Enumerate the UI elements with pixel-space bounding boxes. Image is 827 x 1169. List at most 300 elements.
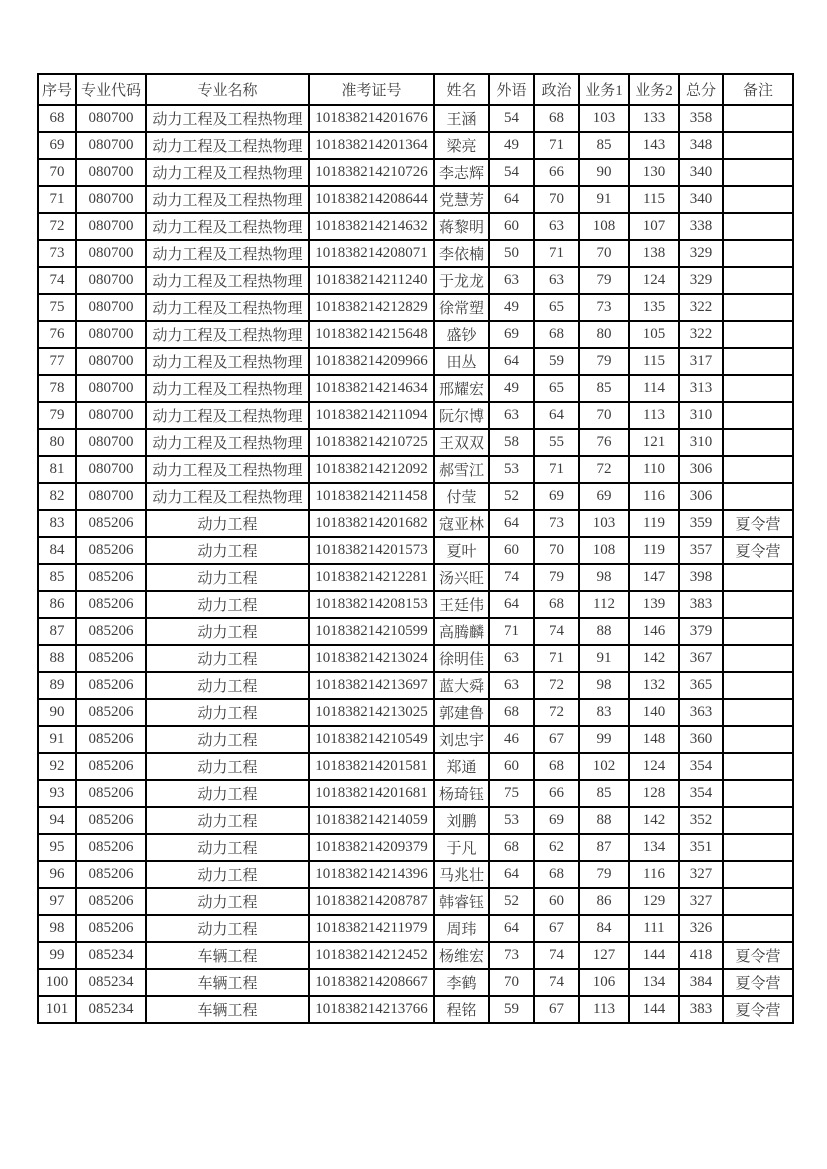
- cell-business1: 79: [579, 267, 629, 294]
- cell-remark: [723, 294, 793, 321]
- cell-politics: 62: [534, 834, 579, 861]
- table-row: [38, 159, 793, 186]
- cell-business2: 111: [629, 915, 679, 942]
- cell-ticket: 101838214213025: [309, 699, 434, 726]
- cell-business1: 91: [579, 645, 629, 672]
- cell-remark: [723, 105, 793, 132]
- cell-foreign: 49: [489, 132, 534, 159]
- cell-code: 085206: [76, 564, 146, 591]
- cell-code: 085206: [76, 753, 146, 780]
- cell-ticket: 101838214213024: [309, 645, 434, 672]
- cell-major: 车辆工程: [146, 969, 309, 996]
- cell-code: 085234: [76, 996, 146, 1023]
- cell-remark: [723, 888, 793, 915]
- table-row: [38, 105, 793, 132]
- cell-remark: [723, 267, 793, 294]
- cell-code: 080700: [76, 267, 146, 294]
- cell-code: 080700: [76, 429, 146, 456]
- cell-total: 348: [679, 132, 723, 159]
- cell-foreign: 71: [489, 618, 534, 645]
- cell-foreign: 64: [489, 186, 534, 213]
- cell-code: 080700: [76, 483, 146, 510]
- cell-foreign: 64: [489, 510, 534, 537]
- cell-business2: 121: [629, 429, 679, 456]
- cell-foreign: 64: [489, 861, 534, 888]
- table-row: [38, 294, 793, 321]
- cell-code: 085234: [76, 969, 146, 996]
- cell-business1: 88: [579, 618, 629, 645]
- cell-index: 84: [38, 537, 76, 564]
- cell-code: 080700: [76, 402, 146, 429]
- cell-ticket: 101838214208153: [309, 591, 434, 618]
- cell-code: 085206: [76, 645, 146, 672]
- cell-business1: 72: [579, 456, 629, 483]
- cell-foreign: 60: [489, 753, 534, 780]
- cell-name: 夏叶: [434, 537, 489, 564]
- table-row: [38, 267, 793, 294]
- cell-business2: 146: [629, 618, 679, 645]
- table-row: [38, 726, 793, 753]
- cell-ticket: 101838214211458: [309, 483, 434, 510]
- cell-remark: 夏令营: [723, 996, 793, 1023]
- cell-name: 程铭: [434, 996, 489, 1023]
- cell-index: 68: [38, 105, 76, 132]
- table-row: [38, 699, 793, 726]
- table-row: [38, 888, 793, 915]
- cell-business2: 139: [629, 591, 679, 618]
- cell-major: 动力工程及工程热物理: [146, 186, 309, 213]
- cell-foreign: 64: [489, 591, 534, 618]
- cell-business1: 70: [579, 402, 629, 429]
- cell-ticket: 101838214210726: [309, 159, 434, 186]
- cell-remark: 夏令营: [723, 537, 793, 564]
- cell-remark: 夏令营: [723, 969, 793, 996]
- cell-politics: 72: [534, 699, 579, 726]
- cell-index: 89: [38, 672, 76, 699]
- cell-total: 379: [679, 618, 723, 645]
- cell-politics: 63: [534, 213, 579, 240]
- cell-total: 367: [679, 645, 723, 672]
- cell-major: 动力工程及工程热物理: [146, 402, 309, 429]
- header-row: [38, 74, 793, 105]
- cell-ticket: 101838214214634: [309, 375, 434, 402]
- cell-ticket: 101838214209379: [309, 834, 434, 861]
- cell-total: 306: [679, 456, 723, 483]
- cell-index: 69: [38, 132, 76, 159]
- cell-business1: 79: [579, 861, 629, 888]
- cell-foreign: 73: [489, 942, 534, 969]
- cell-business2: 138: [629, 240, 679, 267]
- cell-business1: 84: [579, 915, 629, 942]
- cell-name: 于凡: [434, 834, 489, 861]
- cell-business1: 102: [579, 753, 629, 780]
- cell-business2: 134: [629, 969, 679, 996]
- cell-code: 085206: [76, 861, 146, 888]
- cell-foreign: 60: [489, 537, 534, 564]
- cell-business2: 113: [629, 402, 679, 429]
- cell-business1: 79: [579, 348, 629, 375]
- cell-name: 田丛: [434, 348, 489, 375]
- cell-index: 85: [38, 564, 76, 591]
- cell-politics: 65: [534, 375, 579, 402]
- table-row: [38, 132, 793, 159]
- cell-politics: 67: [534, 915, 579, 942]
- table-row: [38, 915, 793, 942]
- cell-index: 72: [38, 213, 76, 240]
- cell-major: 动力工程: [146, 726, 309, 753]
- table-row: [38, 564, 793, 591]
- table-row: [38, 429, 793, 456]
- cell-total: 310: [679, 402, 723, 429]
- cell-name: 蓝大舜: [434, 672, 489, 699]
- cell-foreign: 54: [489, 105, 534, 132]
- cell-major: 动力工程: [146, 510, 309, 537]
- cell-name: 王涵: [434, 105, 489, 132]
- cell-index: 95: [38, 834, 76, 861]
- cell-total: 383: [679, 591, 723, 618]
- cell-total: 358: [679, 105, 723, 132]
- table-row: [38, 321, 793, 348]
- cell-business1: 86: [579, 888, 629, 915]
- cell-foreign: 68: [489, 699, 534, 726]
- column-header-foreign: 外语: [489, 74, 534, 105]
- cell-remark: [723, 618, 793, 645]
- cell-ticket: 101838214201682: [309, 510, 434, 537]
- cell-ticket: 101838214214059: [309, 807, 434, 834]
- cell-major: 动力工程及工程热物理: [146, 159, 309, 186]
- cell-business1: 106: [579, 969, 629, 996]
- column-header-business2: 业务2: [629, 74, 679, 105]
- cell-name: 马兆壮: [434, 861, 489, 888]
- cell-politics: 60: [534, 888, 579, 915]
- cell-business2: 119: [629, 537, 679, 564]
- cell-index: 101: [38, 996, 76, 1023]
- cell-remark: [723, 456, 793, 483]
- cell-index: 88: [38, 645, 76, 672]
- cell-code: 080700: [76, 213, 146, 240]
- cell-business2: 115: [629, 348, 679, 375]
- cell-index: 80: [38, 429, 76, 456]
- cell-major: 动力工程: [146, 753, 309, 780]
- table-row: [38, 861, 793, 888]
- cell-ticket: 101838214210549: [309, 726, 434, 753]
- table-row: [38, 996, 793, 1023]
- cell-major: 动力工程: [146, 888, 309, 915]
- cell-business2: 124: [629, 267, 679, 294]
- cell-total: 418: [679, 942, 723, 969]
- cell-major: 动力工程: [146, 537, 309, 564]
- cell-code: 080700: [76, 159, 146, 186]
- cell-index: 87: [38, 618, 76, 645]
- cell-business2: 128: [629, 780, 679, 807]
- cell-ticket: 101838214201364: [309, 132, 434, 159]
- cell-total: 329: [679, 267, 723, 294]
- cell-business1: 80: [579, 321, 629, 348]
- cell-name: 郭建鲁: [434, 699, 489, 726]
- cell-index: 93: [38, 780, 76, 807]
- cell-business2: 116: [629, 483, 679, 510]
- cell-business2: 132: [629, 672, 679, 699]
- cell-ticket: 101838214201681: [309, 780, 434, 807]
- cell-index: 71: [38, 186, 76, 213]
- cell-business1: 73: [579, 294, 629, 321]
- cell-business2: 133: [629, 105, 679, 132]
- table-row: [38, 483, 793, 510]
- cell-business2: 129: [629, 888, 679, 915]
- cell-business2: 114: [629, 375, 679, 402]
- cell-politics: 59: [534, 348, 579, 375]
- cell-politics: 68: [534, 321, 579, 348]
- cell-politics: 70: [534, 186, 579, 213]
- cell-business1: 85: [579, 780, 629, 807]
- cell-ticket: 101838214215648: [309, 321, 434, 348]
- cell-politics: 72: [534, 672, 579, 699]
- cell-name: 阮尔博: [434, 402, 489, 429]
- cell-business2: 142: [629, 807, 679, 834]
- cell-total: 327: [679, 888, 723, 915]
- cell-politics: 73: [534, 510, 579, 537]
- cell-total: 365: [679, 672, 723, 699]
- cell-business2: 148: [629, 726, 679, 753]
- cell-ticket: 101838214201581: [309, 753, 434, 780]
- cell-remark: [723, 834, 793, 861]
- cell-remark: [723, 213, 793, 240]
- cell-total: 338: [679, 213, 723, 240]
- cell-code: 080700: [76, 294, 146, 321]
- table-row: [38, 510, 793, 537]
- cell-index: 76: [38, 321, 76, 348]
- cell-total: 313: [679, 375, 723, 402]
- cell-foreign: 49: [489, 375, 534, 402]
- cell-code: 085206: [76, 510, 146, 537]
- cell-major: 动力工程: [146, 699, 309, 726]
- cell-remark: [723, 591, 793, 618]
- cell-remark: 夏令营: [723, 942, 793, 969]
- cell-remark: [723, 159, 793, 186]
- cell-remark: [723, 240, 793, 267]
- cell-ticket: 101838214201676: [309, 105, 434, 132]
- table-row: [38, 834, 793, 861]
- cell-index: 100: [38, 969, 76, 996]
- cell-index: 91: [38, 726, 76, 753]
- cell-politics: 64: [534, 402, 579, 429]
- cell-foreign: 54: [489, 159, 534, 186]
- cell-foreign: 63: [489, 645, 534, 672]
- cell-business1: 70: [579, 240, 629, 267]
- cell-total: 357: [679, 537, 723, 564]
- cell-ticket: 101838214210725: [309, 429, 434, 456]
- cell-foreign: 49: [489, 294, 534, 321]
- cell-major: 动力工程: [146, 780, 309, 807]
- cell-code: 085206: [76, 699, 146, 726]
- table-row: [38, 807, 793, 834]
- cell-index: 78: [38, 375, 76, 402]
- cell-foreign: 63: [489, 267, 534, 294]
- cell-major: 动力工程及工程热物理: [146, 483, 309, 510]
- cell-politics: 63: [534, 267, 579, 294]
- cell-business1: 98: [579, 672, 629, 699]
- cell-ticket: 101838214214396: [309, 861, 434, 888]
- cell-politics: 68: [534, 591, 579, 618]
- cell-total: 322: [679, 294, 723, 321]
- table-row: [38, 456, 793, 483]
- cell-politics: 68: [534, 861, 579, 888]
- cell-business1: 108: [579, 537, 629, 564]
- cell-index: 81: [38, 456, 76, 483]
- cell-politics: 55: [534, 429, 579, 456]
- cell-remark: [723, 402, 793, 429]
- cell-politics: 71: [534, 456, 579, 483]
- cell-code: 085206: [76, 591, 146, 618]
- cell-remark: [723, 780, 793, 807]
- cell-major: 车辆工程: [146, 996, 309, 1023]
- cell-politics: 71: [534, 645, 579, 672]
- cell-index: 96: [38, 861, 76, 888]
- cell-remark: [723, 483, 793, 510]
- cell-ticket: 101838214208787: [309, 888, 434, 915]
- cell-foreign: 68: [489, 834, 534, 861]
- cell-business1: 69: [579, 483, 629, 510]
- cell-total: 359: [679, 510, 723, 537]
- cell-total: 383: [679, 996, 723, 1023]
- cell-major: 动力工程及工程热物理: [146, 267, 309, 294]
- cell-total: 340: [679, 159, 723, 186]
- cell-total: 352: [679, 807, 723, 834]
- cell-business2: 119: [629, 510, 679, 537]
- cell-name: 杨维宏: [434, 942, 489, 969]
- cell-ticket: 101838214201573: [309, 537, 434, 564]
- cell-major: 动力工程及工程热物理: [146, 321, 309, 348]
- cell-total: 384: [679, 969, 723, 996]
- cell-total: 354: [679, 753, 723, 780]
- cell-foreign: 58: [489, 429, 534, 456]
- cell-major: 动力工程: [146, 672, 309, 699]
- cell-code: 080700: [76, 348, 146, 375]
- table-row: [38, 672, 793, 699]
- cell-index: 86: [38, 591, 76, 618]
- table-row: [38, 753, 793, 780]
- exam-score-table: [37, 73, 794, 1024]
- cell-business1: 90: [579, 159, 629, 186]
- cell-index: 97: [38, 888, 76, 915]
- cell-foreign: 53: [489, 807, 534, 834]
- cell-remark: [723, 186, 793, 213]
- cell-major: 动力工程及工程热物理: [146, 294, 309, 321]
- cell-name: 王廷伟: [434, 591, 489, 618]
- cell-business1: 103: [579, 105, 629, 132]
- cell-foreign: 59: [489, 996, 534, 1023]
- cell-politics: 74: [534, 969, 579, 996]
- cell-politics: 67: [534, 726, 579, 753]
- cell-business1: 127: [579, 942, 629, 969]
- cell-total: 363: [679, 699, 723, 726]
- cell-business1: 85: [579, 375, 629, 402]
- cell-major: 动力工程: [146, 834, 309, 861]
- cell-ticket: 101838214211240: [309, 267, 434, 294]
- cell-remark: 夏令营: [723, 510, 793, 537]
- cell-major: 动力工程及工程热物理: [146, 213, 309, 240]
- cell-name: 刘忠宇: [434, 726, 489, 753]
- cell-ticket: 101838214208667: [309, 969, 434, 996]
- cell-name: 李依楠: [434, 240, 489, 267]
- cell-name: 李志辉: [434, 159, 489, 186]
- column-header-code: 专业代码: [76, 74, 146, 105]
- cell-remark: [723, 429, 793, 456]
- cell-politics: 66: [534, 780, 579, 807]
- cell-name: 寇亚林: [434, 510, 489, 537]
- cell-business1: 83: [579, 699, 629, 726]
- cell-foreign: 70: [489, 969, 534, 996]
- cell-politics: 79: [534, 564, 579, 591]
- cell-major: 动力工程及工程热物理: [146, 240, 309, 267]
- cell-code: 085206: [76, 807, 146, 834]
- table-row: [38, 780, 793, 807]
- cell-index: 75: [38, 294, 76, 321]
- cell-code: 085206: [76, 834, 146, 861]
- cell-name: 汤兴旺: [434, 564, 489, 591]
- cell-name: 邢耀宏: [434, 375, 489, 402]
- cell-remark: [723, 672, 793, 699]
- cell-index: 90: [38, 699, 76, 726]
- cell-major: 车辆工程: [146, 942, 309, 969]
- cell-total: 310: [679, 429, 723, 456]
- cell-code: 080700: [76, 321, 146, 348]
- cell-index: 79: [38, 402, 76, 429]
- cell-foreign: 63: [489, 402, 534, 429]
- cell-business2: 130: [629, 159, 679, 186]
- cell-index: 82: [38, 483, 76, 510]
- cell-total: 360: [679, 726, 723, 753]
- cell-code: 080700: [76, 186, 146, 213]
- cell-name: 蒋黎明: [434, 213, 489, 240]
- cell-code: 085206: [76, 618, 146, 645]
- table-row: [38, 402, 793, 429]
- cell-total: 398: [679, 564, 723, 591]
- cell-name: 徐常塑: [434, 294, 489, 321]
- column-header-name: 姓名: [434, 74, 489, 105]
- cell-foreign: 63: [489, 672, 534, 699]
- column-header-politics: 政治: [534, 74, 579, 105]
- cell-total: 326: [679, 915, 723, 942]
- cell-politics: 66: [534, 159, 579, 186]
- cell-code: 085206: [76, 915, 146, 942]
- cell-code: 080700: [76, 375, 146, 402]
- cell-business2: 143: [629, 132, 679, 159]
- cell-remark: [723, 321, 793, 348]
- cell-name: 王双双: [434, 429, 489, 456]
- cell-ticket: 101838214212092: [309, 456, 434, 483]
- table-row: [38, 969, 793, 996]
- cell-foreign: 64: [489, 915, 534, 942]
- cell-foreign: 46: [489, 726, 534, 753]
- cell-business1: 91: [579, 186, 629, 213]
- cell-remark: [723, 132, 793, 159]
- cell-name: 付莹: [434, 483, 489, 510]
- cell-ticket: 101838214210599: [309, 618, 434, 645]
- cell-foreign: 60: [489, 213, 534, 240]
- cell-code: 080700: [76, 240, 146, 267]
- column-header-business1: 业务1: [579, 74, 629, 105]
- cell-politics: 65: [534, 294, 579, 321]
- cell-ticket: 101838214213766: [309, 996, 434, 1023]
- cell-remark: [723, 375, 793, 402]
- cell-remark: [723, 645, 793, 672]
- cell-business1: 85: [579, 132, 629, 159]
- cell-politics: 71: [534, 132, 579, 159]
- cell-business2: 144: [629, 942, 679, 969]
- table-row: [38, 591, 793, 618]
- column-header-index: 序号: [38, 74, 76, 105]
